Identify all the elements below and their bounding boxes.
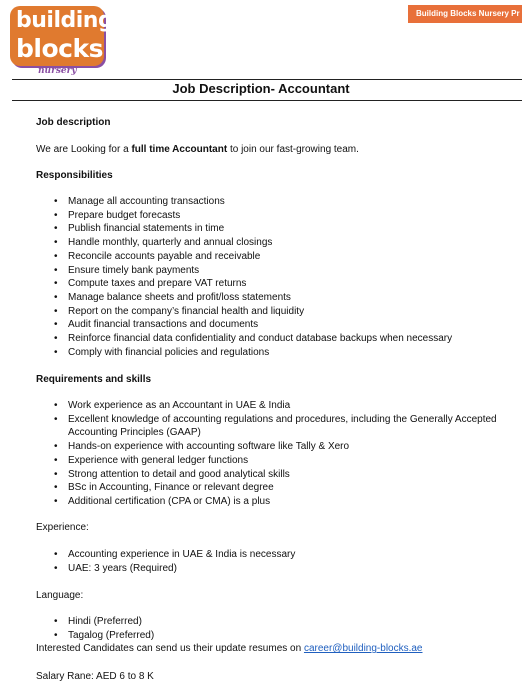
list-item: • Reconcile accounts payable and receivable [54, 250, 452, 264]
company-logo [10, 6, 114, 76]
responsibilities-heading: Responsibilities [36, 170, 113, 181]
list-item: • Tagalog (Preferred) [54, 629, 154, 643]
job-description-text-start: We are Looking for a [36, 144, 132, 155]
list-item: • Accounting experience in UAE & India is necessary [54, 548, 295, 562]
job-description-heading: Job description [36, 117, 111, 128]
requirements-heading: Requirements and skills [36, 374, 152, 385]
contact-line [36, 643, 423, 654]
header-badge: Building Blocks Nursery Pr [408, 5, 522, 23]
list-item: • Work experience as an Accountant in UAE & India [54, 399, 522, 413]
list-item: • Report on the company’s financial health and liquidity [54, 305, 452, 319]
logo-word-blocks: blocks [16, 34, 103, 63]
list-item: • Handle monthly, quarterly and annual closings [54, 236, 452, 250]
list-item: • Manage balance sheets and profit/loss statements [54, 291, 452, 305]
list-item: • Publish financial statements in time [54, 222, 452, 236]
experience-list [54, 548, 295, 575]
list-item: • UAE: 3 years (Required) [54, 562, 295, 576]
list-item: • Reinforce financial data confidentiality and conduct database backups when necessary [54, 332, 452, 346]
language-heading: Language: [36, 590, 84, 601]
list-item: • Audit financial transactions and documents [54, 318, 452, 332]
experience-heading: Experience: [36, 522, 89, 533]
list-item: • Hindi (Preferred) [54, 615, 154, 629]
title-bottom-rule [12, 100, 522, 101]
list-item: • Prepare budget forecasts [54, 209, 452, 223]
list-item: • Experience with general ledger functions [54, 454, 522, 468]
list-item: • Excellent knowledge of accounting regulations and procedures, including the Generally Accepted Accounting Principles (GAAP) [54, 413, 522, 440]
list-item: • Manage all accounting transactions [54, 195, 452, 209]
list-item: • Additional certification (CPA or CMA) is a plus [54, 495, 522, 509]
responsibilities-list [54, 195, 452, 359]
list-item: • Ensure timely bank payments [54, 264, 452, 278]
list-item: • Strong attention to detail and good analytical skills [54, 468, 522, 482]
logo-word-building: building [16, 8, 114, 33]
list-item: • Comply with financial policies and regulations [54, 346, 452, 360]
job-description-text-end: to join our fast-growing team. [227, 144, 359, 155]
job-description-bold: full time Accountant [131, 144, 228, 155]
job-description-text [36, 144, 359, 155]
list-item: • Hands-on experience with accounting software like Tally & Xero [54, 440, 522, 454]
logo-word-nursery: nursery [38, 66, 77, 76]
title-top-rule [12, 79, 522, 80]
language-list [54, 615, 154, 642]
page-title: Job Description- Accountant [172, 81, 350, 96]
salary-line: Salary Rane: AED 6 to 8 K [36, 671, 154, 682]
contact-email-link[interactable]: career@building-blocks.ae [303, 643, 423, 654]
list-item: • Compute taxes and prepare VAT returns [54, 277, 452, 291]
list-item: • BSc in Accounting, Finance or relevant degree [54, 481, 522, 495]
requirements-list [54, 399, 522, 509]
contact-text: Interested Candidates can send us their update resumes on [36, 643, 304, 654]
